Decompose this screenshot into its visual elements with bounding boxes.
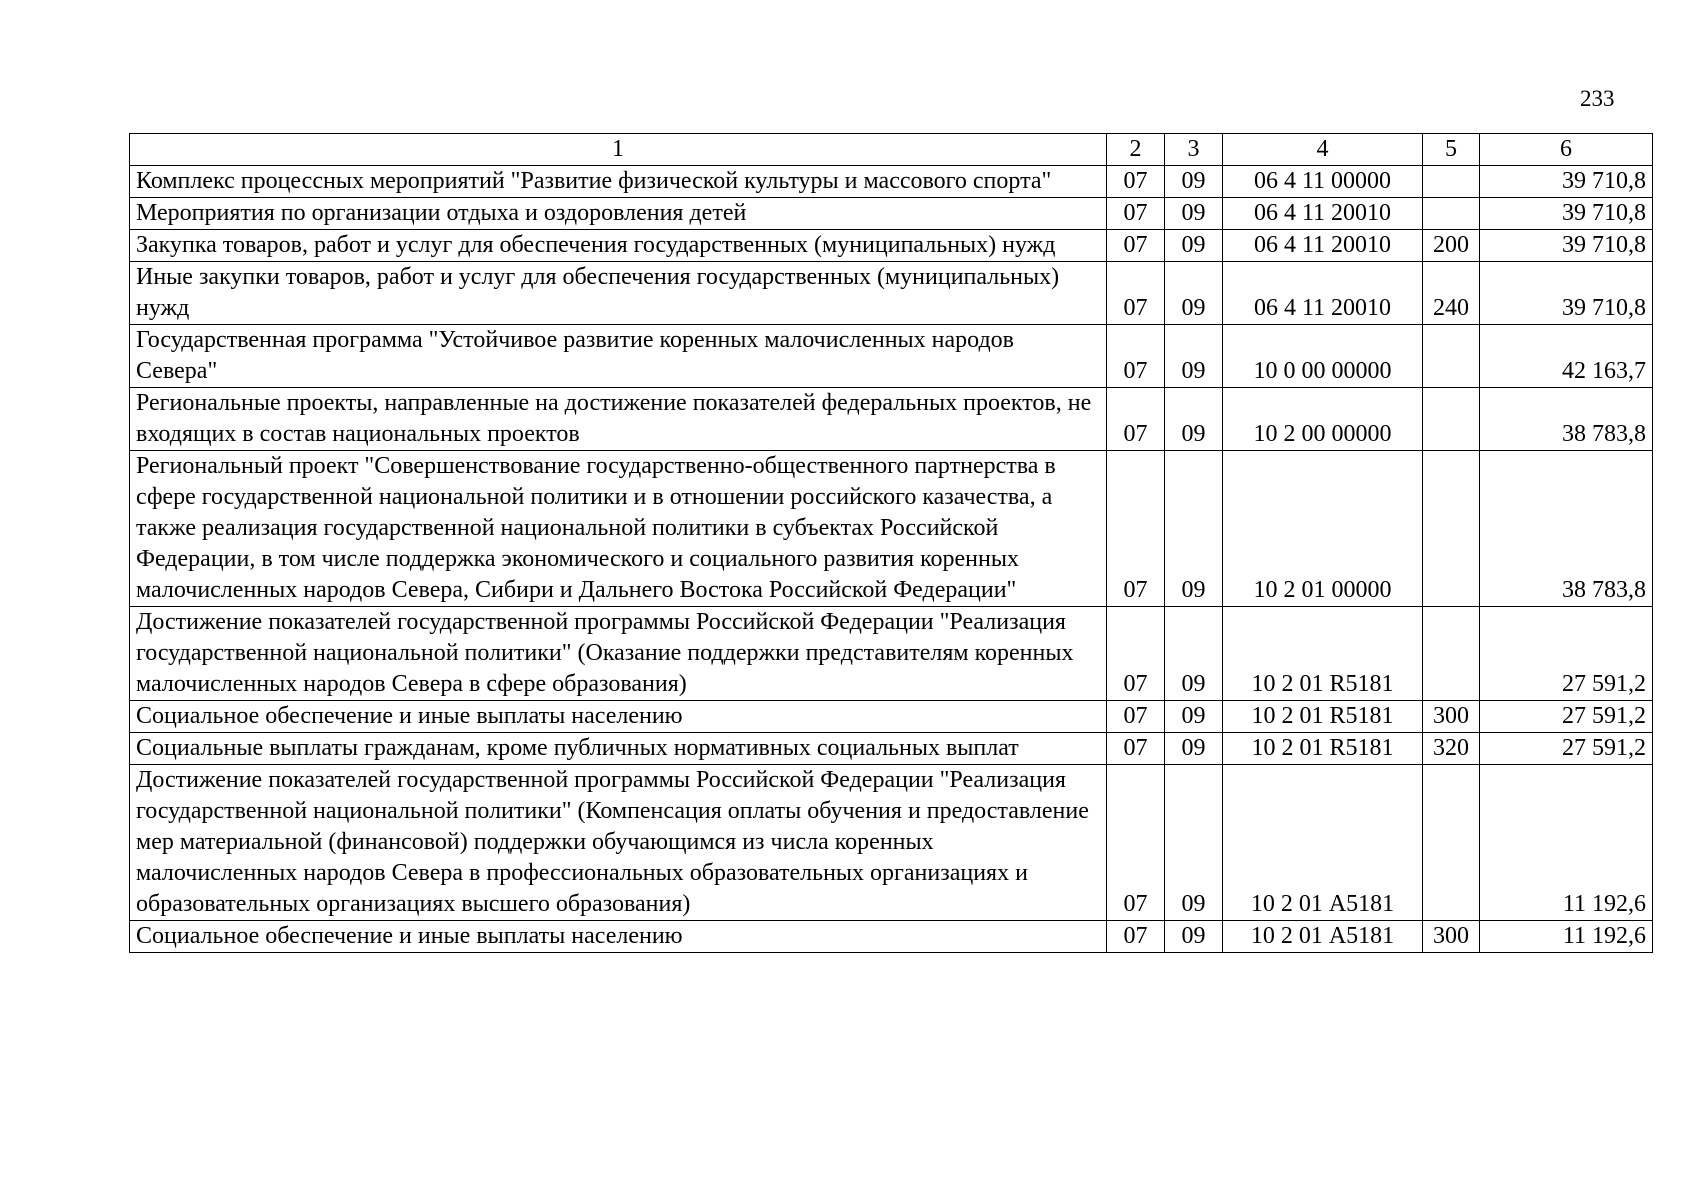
row-name-cell: Закупка товаров, работ и услуг для обеспечения государственных (муниципальных) нужд <box>130 230 1107 262</box>
table-row <box>130 701 1653 733</box>
row-expense-type-cell: 240 <box>1423 262 1480 325</box>
row-target-article-cell: 06 4 11 20010 <box>1223 230 1423 262</box>
row-name-cell: Мероприятия по организации отдыха и оздоровления детей <box>130 198 1107 230</box>
row-subsection-cell: 09 <box>1165 451 1223 607</box>
table-row <box>130 733 1653 765</box>
row-name-cell: Комплекс процессных мероприятий "Развитие физической культуры и массового спорта" <box>130 166 1107 198</box>
row-section-cell: 07 <box>1107 921 1165 953</box>
table-row <box>130 166 1653 198</box>
row-expense-type-cell <box>1423 765 1480 921</box>
row-target-article-cell: 10 2 01 R5181 <box>1223 733 1423 765</box>
row-target-article-cell: 10 2 01 А5181 <box>1223 921 1423 953</box>
row-name-cell: Региональный проект "Совершенствование государственно-общественного партнерства в сфере государственной национальной политики и в отношении российского казачества, а также реализация государственной национальной политики в субъектах Российской Федерации, в том числе поддержка экономического и социального развития коренных малочисленных народов Севера, Сибири и Дальнего Востока Российской Федерации" <box>130 451 1107 607</box>
row-subsection-cell: 09 <box>1165 198 1223 230</box>
row-section-cell: 07 <box>1107 451 1165 607</box>
table-body <box>130 166 1653 953</box>
table-row <box>130 451 1653 607</box>
row-expense-type-cell: 320 <box>1423 733 1480 765</box>
row-expense-type-cell <box>1423 325 1480 388</box>
row-subsection-cell: 09 <box>1165 921 1223 953</box>
row-section-cell: 07 <box>1107 607 1165 701</box>
row-amount-cell: 27 591,2 <box>1480 733 1653 765</box>
row-target-article-cell: 06 4 11 20010 <box>1223 262 1423 325</box>
row-amount-cell: 42 163,7 <box>1480 325 1653 388</box>
table-header-row <box>130 134 1653 166</box>
row-name-cell: Социальные выплаты гражданам, кроме публичных нормативных социальных выплат <box>130 733 1107 765</box>
row-target-article-cell: 10 2 00 00000 <box>1223 388 1423 451</box>
table-row <box>130 325 1653 388</box>
row-amount-cell: 39 710,8 <box>1480 198 1653 230</box>
row-name-cell: Иные закупки товаров, работ и услуг для обеспечения государственных (муниципальных) нужд <box>130 262 1107 325</box>
row-target-article-cell: 10 2 01 00000 <box>1223 451 1423 607</box>
row-amount-cell: 38 783,8 <box>1480 451 1653 607</box>
column-header-5: 5 <box>1423 134 1480 166</box>
row-target-article-cell: 10 2 01 R5181 <box>1223 701 1423 733</box>
table-row <box>130 198 1653 230</box>
table-row <box>130 765 1653 921</box>
row-amount-cell: 27 591,2 <box>1480 701 1653 733</box>
row-name-cell: Достижение показателей государственной программы Российской Федерации "Реализация государственной национальной политики" (Компенсация оплаты обучения и предоставление мер материальной (финансовой) поддержки обучающимся из числа коренных малочисленных народов Севера в профессиональных образовательных организациях и образовательных организациях высшего образования) <box>130 765 1107 921</box>
row-expense-type-cell <box>1423 166 1480 198</box>
row-subsection-cell: 09 <box>1165 701 1223 733</box>
row-section-cell: 07 <box>1107 230 1165 262</box>
row-amount-cell: 39 710,8 <box>1480 262 1653 325</box>
row-subsection-cell: 09 <box>1165 166 1223 198</box>
row-expense-type-cell: 300 <box>1423 921 1480 953</box>
table-row <box>130 230 1653 262</box>
row-amount-cell: 39 710,8 <box>1480 166 1653 198</box>
row-section-cell: 07 <box>1107 262 1165 325</box>
column-header-3: 3 <box>1165 134 1223 166</box>
row-expense-type-cell: 200 <box>1423 230 1480 262</box>
row-section-cell: 07 <box>1107 701 1165 733</box>
budget-table <box>129 133 1653 953</box>
page-number: 233 <box>1580 86 1615 111</box>
row-expense-type-cell <box>1423 198 1480 230</box>
column-header-1: 1 <box>130 134 1107 166</box>
row-amount-cell: 11 192,6 <box>1480 765 1653 921</box>
table-row <box>130 607 1653 701</box>
row-subsection-cell: 09 <box>1165 733 1223 765</box>
row-target-article-cell: 10 0 00 00000 <box>1223 325 1423 388</box>
row-section-cell: 07 <box>1107 325 1165 388</box>
row-expense-type-cell <box>1423 451 1480 607</box>
column-header-6: 6 <box>1480 134 1653 166</box>
row-section-cell: 07 <box>1107 388 1165 451</box>
column-header-4: 4 <box>1223 134 1423 166</box>
row-subsection-cell: 09 <box>1165 262 1223 325</box>
row-name-cell: Социальное обеспечение и иные выплаты населению <box>130 921 1107 953</box>
row-expense-type-cell <box>1423 607 1480 701</box>
row-expense-type-cell <box>1423 388 1480 451</box>
column-header-2: 2 <box>1107 134 1165 166</box>
table-row <box>130 388 1653 451</box>
row-subsection-cell: 09 <box>1165 230 1223 262</box>
row-name-cell: Региональные проекты, направленные на достижение показателей федеральных проектов, не входящих в состав национальных проектов <box>130 388 1107 451</box>
row-name-cell: Социальное обеспечение и иные выплаты населению <box>130 701 1107 733</box>
row-subsection-cell: 09 <box>1165 388 1223 451</box>
row-section-cell: 07 <box>1107 166 1165 198</box>
row-subsection-cell: 09 <box>1165 607 1223 701</box>
row-amount-cell: 38 783,8 <box>1480 388 1653 451</box>
row-name-cell: Достижение показателей государственной программы Российской Федерации "Реализация государственной национальной политики" (Оказание поддержки представителям коренных малочисленных народов Севера в сфере образования) <box>130 607 1107 701</box>
row-target-article-cell: 06 4 11 00000 <box>1223 166 1423 198</box>
row-amount-cell: 11 192,6 <box>1480 921 1653 953</box>
row-target-article-cell: 06 4 11 20010 <box>1223 198 1423 230</box>
row-subsection-cell: 09 <box>1165 765 1223 921</box>
row-amount-cell: 39 710,8 <box>1480 230 1653 262</box>
row-expense-type-cell: 300 <box>1423 701 1480 733</box>
row-target-article-cell: 10 2 01 А5181 <box>1223 765 1423 921</box>
row-section-cell: 07 <box>1107 733 1165 765</box>
row-subsection-cell: 09 <box>1165 325 1223 388</box>
row-name-cell: Государственная программа "Устойчивое развитие коренных малочисленных народов Севера" <box>130 325 1107 388</box>
row-section-cell: 07 <box>1107 765 1165 921</box>
row-amount-cell: 27 591,2 <box>1480 607 1653 701</box>
table-row <box>130 921 1653 953</box>
row-section-cell: 07 <box>1107 198 1165 230</box>
row-target-article-cell: 10 2 01 R5181 <box>1223 607 1423 701</box>
table-row <box>130 262 1653 325</box>
